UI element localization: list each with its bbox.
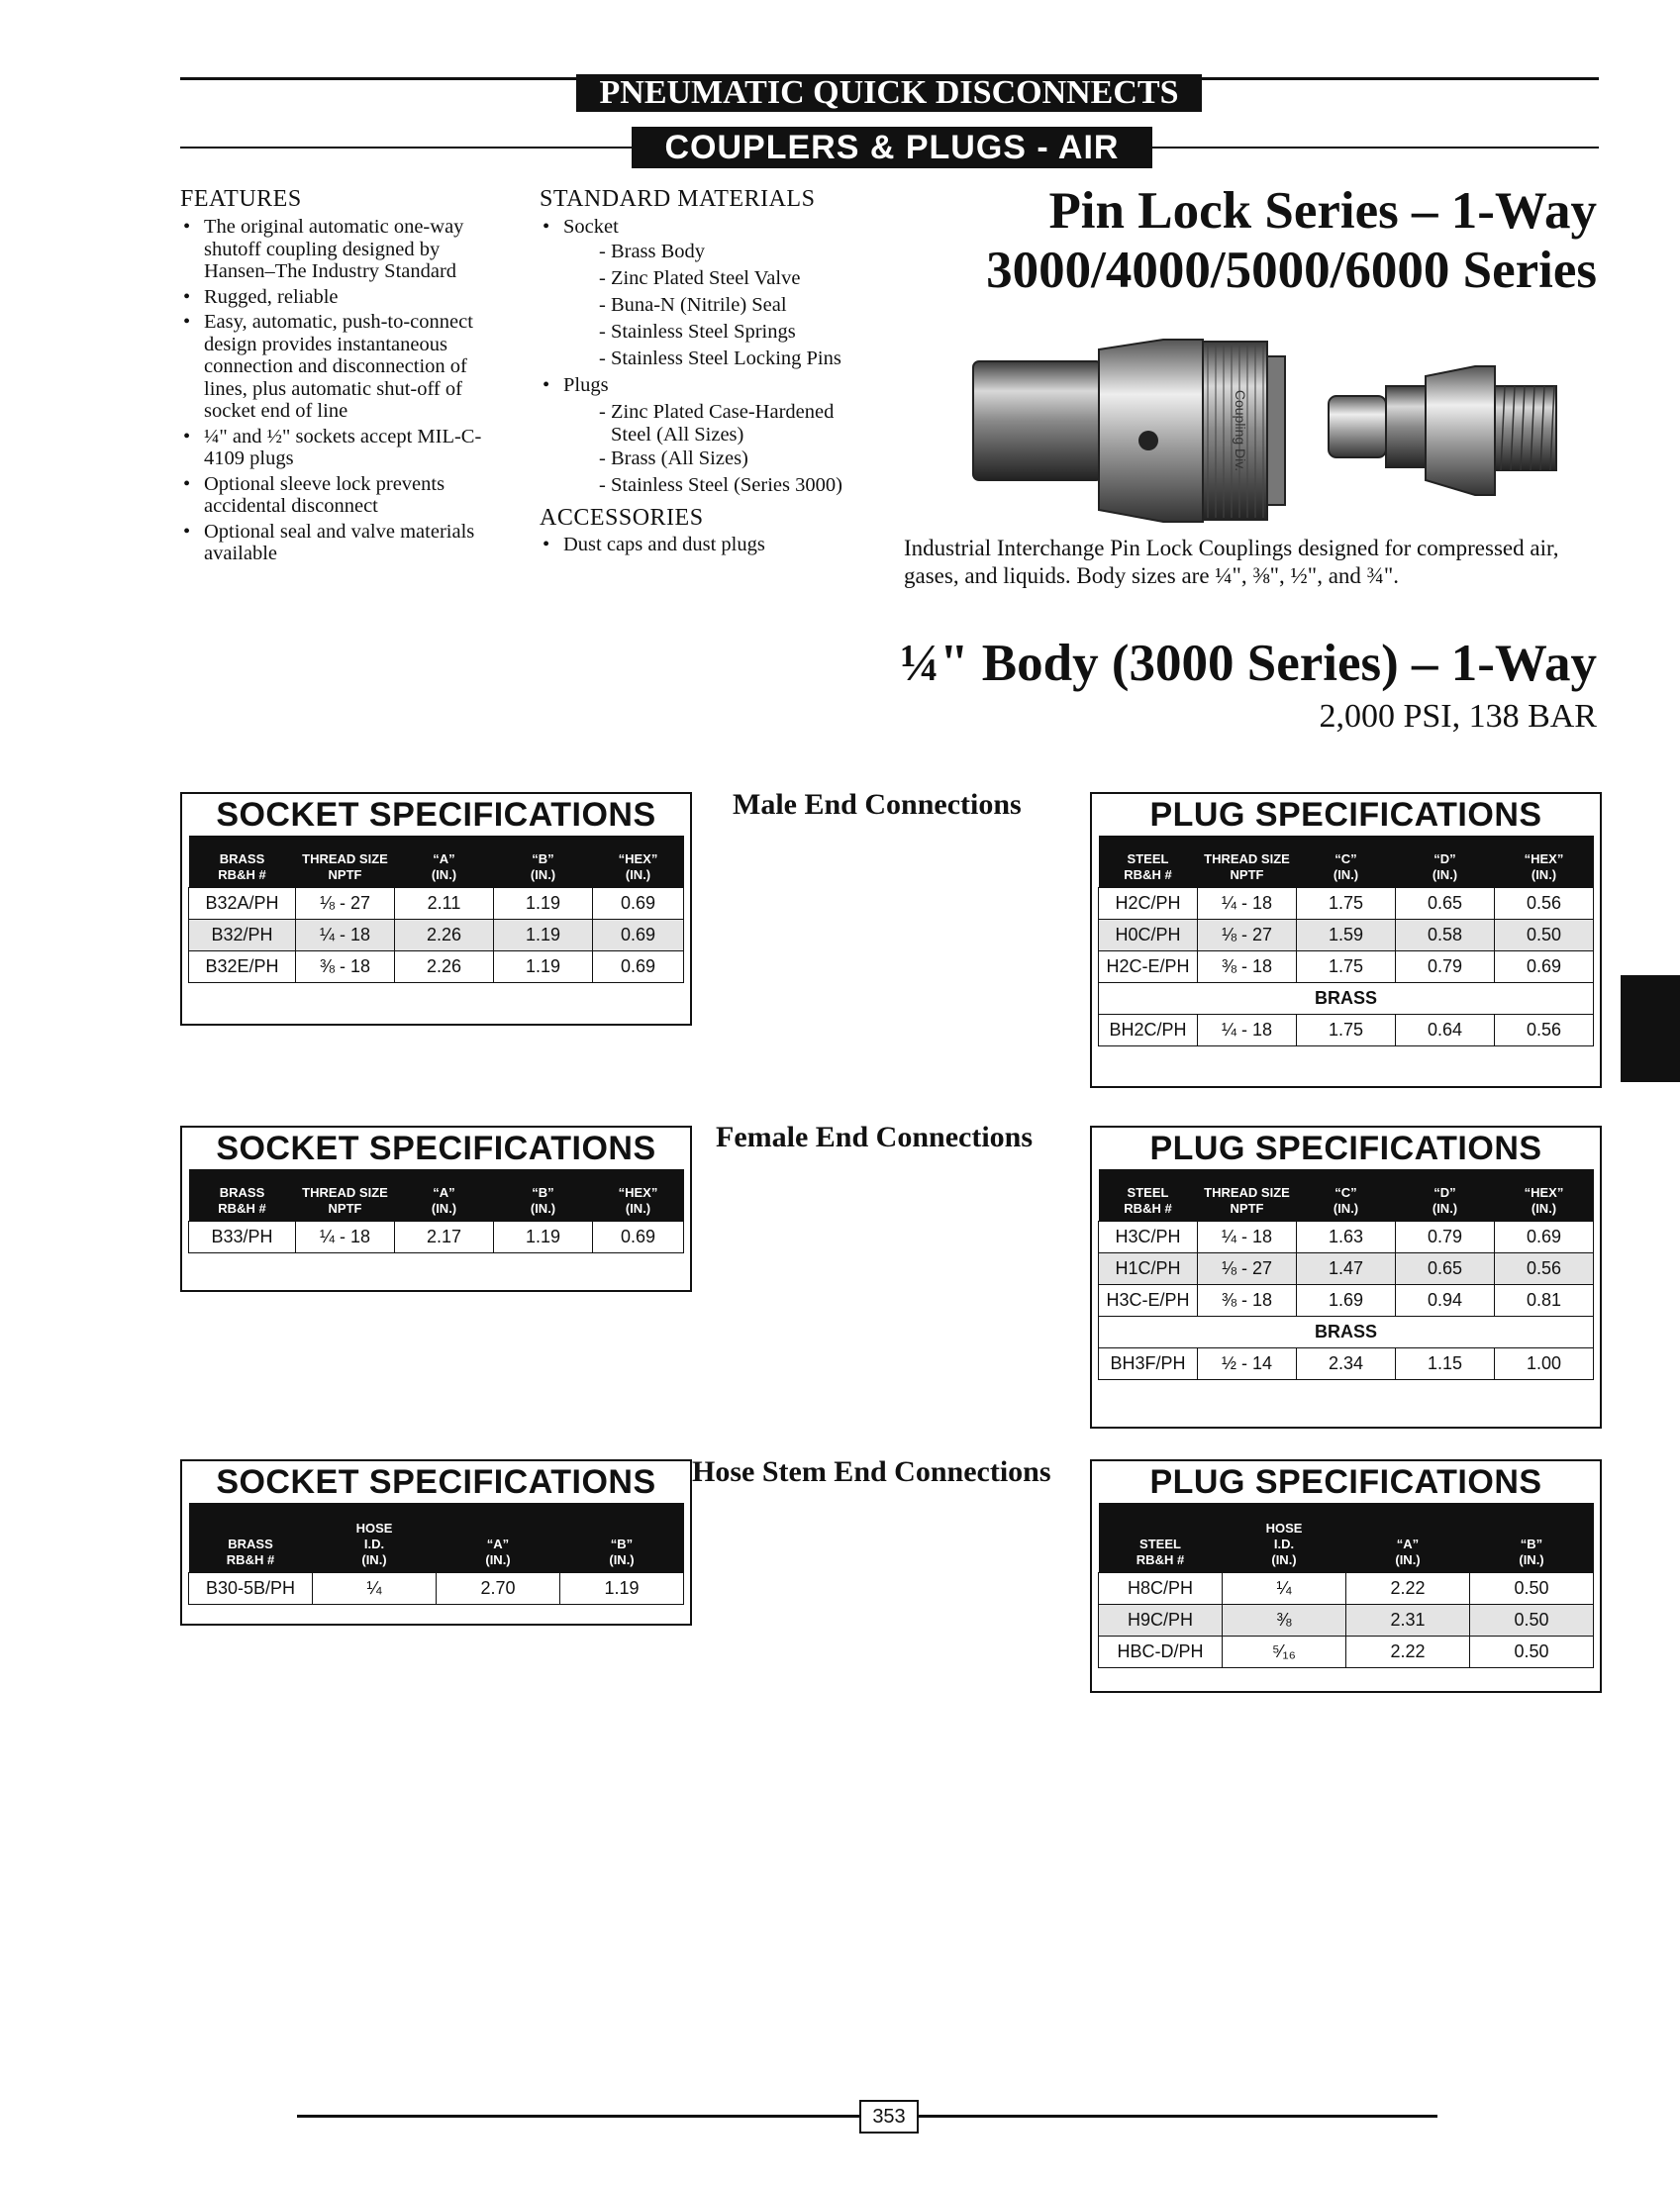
- table-cell: 1.00: [1495, 1347, 1594, 1379]
- table-cell: B32A/PH: [189, 887, 296, 919]
- accessories-heading: ACCESSORIES: [540, 505, 704, 531]
- hose-plug-spec-title: PLUG SPECIFICATIONS: [1149, 1463, 1542, 1501]
- column-header: THREAD SIZE NPTF: [296, 836, 395, 887]
- table-cell: 2.26: [395, 950, 494, 982]
- table-cell: 0.94: [1396, 1284, 1495, 1316]
- material-group-label: BRASS: [1099, 1316, 1594, 1347]
- features-item: • Rugged, reliable: [180, 286, 512, 309]
- table-cell: 0.65: [1396, 887, 1495, 919]
- features-item: • Optional sleeve lock prevents accidental disconnect: [180, 473, 512, 518]
- features-item: • Optional seal and valve materials available: [180, 521, 512, 565]
- materials-block: [540, 186, 876, 559]
- table-cell: ¼ - 18: [1198, 1221, 1297, 1252]
- male-plug-spec-table: [1098, 836, 1594, 1046]
- hose-socket-spec-box: [180, 1459, 692, 1626]
- features-item: • The original automatic one-way shutoff coupling designed by Hansen–The Industry Standard: [180, 216, 512, 283]
- table-cell: 1.15: [1396, 1347, 1495, 1379]
- female-plug-spec-table: [1098, 1169, 1594, 1380]
- table-cell: 2.17: [395, 1221, 494, 1252]
- coupling-illustration: [970, 332, 1564, 530]
- male-socket-spec-title: SOCKET SPECIFICATIONS: [216, 796, 656, 834]
- table-row: [1099, 1347, 1594, 1379]
- column-header: THREAD SIZE NPTF: [296, 1169, 395, 1221]
- table-cell: 2.70: [437, 1572, 560, 1604]
- table-cell: 0.69: [1495, 950, 1594, 982]
- table-cell: B30-5B/PH: [189, 1572, 313, 1604]
- female-socket-spec-title: SOCKET SPECIFICATIONS: [216, 1130, 656, 1167]
- female-plug-spec-box: [1090, 1126, 1602, 1429]
- hose-socket-spec-table: [188, 1503, 684, 1605]
- column-header: “A” (IN.): [395, 1169, 494, 1221]
- column-header: STEEL RB&H #: [1099, 1503, 1223, 1572]
- table-cell: 1.47: [1297, 1252, 1396, 1284]
- table-cell: HBC-D/PH: [1099, 1636, 1223, 1667]
- table-cell: ¼ - 18: [1198, 887, 1297, 919]
- table-row: [189, 919, 684, 950]
- features-item: • Easy, automatic, push-to-connect design provides instantaneous connection and disconnection of lines, plus automatic shut-off of socket end of line: [180, 311, 512, 423]
- table-cell: ¼ - 18: [1198, 1014, 1297, 1045]
- table-cell: 2.26: [395, 919, 494, 950]
- table-row: [189, 1572, 684, 1604]
- table-cell: 0.69: [593, 1221, 684, 1252]
- table-cell: 0.58: [1396, 919, 1495, 950]
- materials-socket-item: - Stainless Steel Locking Pins: [599, 347, 841, 369]
- column-header: “HEX” (IN.): [593, 836, 684, 887]
- table-cell: 1.19: [494, 950, 593, 982]
- table-cell: ⅛ - 27: [296, 887, 395, 919]
- table-cell: 0.79: [1396, 950, 1495, 982]
- table-cell: 0.50: [1470, 1604, 1594, 1636]
- table-cell: 0.69: [593, 950, 684, 982]
- table-cell: ¼: [313, 1572, 437, 1604]
- table-row: [189, 887, 684, 919]
- hose-connections-label: Hose Stem End Connections: [692, 1455, 1051, 1488]
- column-header: “C” (IN.): [1297, 836, 1396, 887]
- table-row: [189, 950, 684, 982]
- table-cell: H2C/PH: [1099, 887, 1198, 919]
- column-header: HOSE I.D. (IN.): [1223, 1503, 1346, 1572]
- materials-plugs-label: • Plugs: [540, 374, 876, 397]
- table-cell: 0.65: [1396, 1252, 1495, 1284]
- column-header: “A” (IN.): [1346, 1503, 1470, 1572]
- table-cell: ⁵⁄₁₆: [1223, 1636, 1346, 1667]
- table-cell: H0C/PH: [1099, 919, 1198, 950]
- table-group-row: [1099, 982, 1594, 1014]
- product-photo: [970, 332, 1564, 530]
- table-row: [1099, 1221, 1594, 1252]
- column-header: BRASS RB&H #: [189, 836, 296, 887]
- table-cell: H9C/PH: [1099, 1604, 1223, 1636]
- accessories-list: [540, 534, 876, 556]
- column-header: “C” (IN.): [1297, 1169, 1396, 1221]
- male-socket-spec-box: [180, 792, 692, 1026]
- product-description: Industrial Interchange Pin Lock Couplings designed for compressed air, gases, and liquids. Body sizes are ¼", ⅜", ½", and ¾".: [904, 536, 1559, 588]
- column-header: STEEL RB&H #: [1099, 1169, 1198, 1221]
- table-cell: ⅜ - 18: [296, 950, 395, 982]
- column-header: HOSE I.D. (IN.): [313, 1503, 437, 1572]
- table-cell: 0.69: [593, 919, 684, 950]
- table-cell: 1.69: [1297, 1284, 1396, 1316]
- table-cell: 1.75: [1297, 1014, 1396, 1045]
- table-cell: 0.69: [593, 887, 684, 919]
- table-cell: 0.50: [1470, 1572, 1594, 1604]
- table-cell: 0.56: [1495, 1252, 1594, 1284]
- column-header: THREAD SIZE NPTF: [1198, 836, 1297, 887]
- column-header: “B” (IN.): [560, 1503, 684, 1572]
- table-cell: ⅛ - 27: [1198, 919, 1297, 950]
- column-header: “HEX” (IN.): [1495, 836, 1594, 887]
- category-banner: COUPLERS & PLUGS - AIR: [632, 127, 1152, 168]
- table-cell: B32E/PH: [189, 950, 296, 982]
- column-header: BRASS RB&H #: [189, 1503, 313, 1572]
- table-cell: 1.19: [494, 887, 593, 919]
- table-cell: 0.79: [1396, 1221, 1495, 1252]
- materials-plugs-item-cont: Steel (All Sizes): [611, 424, 744, 446]
- table-cell: 1.75: [1297, 950, 1396, 982]
- materials-heading: STANDARD MATERIALS: [540, 186, 816, 212]
- table-cell: ⅛ - 27: [1198, 1252, 1297, 1284]
- table-row: [1099, 1604, 1594, 1636]
- column-header: “HEX” (IN.): [593, 1169, 684, 1221]
- pressure-rating: 2,000 PSI, 138 BAR: [1319, 698, 1597, 735]
- column-header: “B” (IN.): [1470, 1503, 1594, 1572]
- column-header: “B” (IN.): [494, 836, 593, 887]
- table-cell: BH2C/PH: [1099, 1014, 1198, 1045]
- hose-socket-spec-title: SOCKET SPECIFICATIONS: [216, 1463, 656, 1501]
- page-number: 353: [859, 2100, 919, 2134]
- table-cell: ½ - 14: [1198, 1347, 1297, 1379]
- column-header: “B” (IN.): [494, 1169, 593, 1221]
- materials-plugs-item: - Stainless Steel (Series 3000): [599, 474, 842, 496]
- materials-socket-item: - Zinc Plated Steel Valve: [599, 266, 801, 289]
- table-row: [1099, 1252, 1594, 1284]
- table-cell: ⅜ - 18: [1198, 950, 1297, 982]
- female-socket-spec-table: [188, 1169, 684, 1253]
- table-row: [1099, 1636, 1594, 1667]
- male-plug-spec-title: PLUG SPECIFICATIONS: [1149, 796, 1542, 834]
- table-cell: 1.19: [494, 919, 593, 950]
- table-cell: 0.50: [1495, 919, 1594, 950]
- table-cell: ¼ - 18: [296, 1221, 395, 1252]
- table-row: [1099, 1572, 1594, 1604]
- features-list: [180, 216, 512, 565]
- table-cell: 0.50: [1470, 1636, 1594, 1667]
- features-item: • ¼" and ½" sockets accept MIL-C-4109 plugs: [180, 426, 512, 470]
- table-group-row: [1099, 1316, 1594, 1347]
- table-cell: B33/PH: [189, 1221, 296, 1252]
- table-cell: 1.63: [1297, 1221, 1396, 1252]
- hose-plug-spec-table: [1098, 1503, 1594, 1668]
- table-cell: BH3F/PH: [1099, 1347, 1198, 1379]
- table-cell: 1.75: [1297, 887, 1396, 919]
- table-cell: ⅜ - 18: [1198, 1284, 1297, 1316]
- materials-socket-item: - Stainless Steel Springs: [599, 320, 796, 343]
- materials-plugs-item: - Zinc Plated Case-Hardened: [599, 401, 835, 423]
- table-cell: 2.31: [1346, 1604, 1470, 1636]
- table-cell: 2.22: [1346, 1572, 1470, 1604]
- table-row: [1099, 887, 1594, 919]
- table-row: [1099, 919, 1594, 950]
- materials-socket-list: [540, 216, 876, 239]
- table-cell: 2.11: [395, 887, 494, 919]
- column-header: “HEX” (IN.): [1495, 1169, 1594, 1221]
- table-cell: H8C/PH: [1099, 1572, 1223, 1604]
- table-row: [1099, 1284, 1594, 1316]
- column-header: “D” (IN.): [1396, 1169, 1495, 1221]
- table-row: [189, 1221, 684, 1252]
- female-plug-spec-title: PLUG SPECIFICATIONS: [1149, 1130, 1542, 1167]
- table-cell: 0.64: [1396, 1014, 1495, 1045]
- materials-socket-label: • Socket: [540, 216, 876, 239]
- male-connections-label: Male End Connections: [733, 788, 1022, 821]
- table-cell: 2.22: [1346, 1636, 1470, 1667]
- table-cell: 0.81: [1495, 1284, 1594, 1316]
- column-header: “A” (IN.): [395, 836, 494, 887]
- column-header: THREAD SIZE NPTF: [1198, 1169, 1297, 1221]
- section-banner: PNEUMATIC QUICK DISCONNECTS: [576, 74, 1202, 112]
- table-cell: H3C/PH: [1099, 1221, 1198, 1252]
- column-header: STEEL RB&H #: [1099, 836, 1198, 887]
- table-row: [1099, 950, 1594, 982]
- table-cell: 0.69: [1495, 1221, 1594, 1252]
- table-cell: H1C/PH: [1099, 1252, 1198, 1284]
- materials-socket-item: - Buna-N (Nitrile) Seal: [599, 293, 787, 316]
- body-size-title: ¼" Body (3000 Series) – 1-Way: [900, 635, 1597, 692]
- table-cell: H2C-E/PH: [1099, 950, 1198, 982]
- table-cell: ¼ - 18: [296, 919, 395, 950]
- table-cell: 0.56: [1495, 887, 1594, 919]
- material-group-label: BRASS: [1099, 982, 1594, 1014]
- features-block: [180, 186, 512, 568]
- materials-plugs-item: - Brass (All Sizes): [599, 447, 748, 469]
- table-cell: ¼: [1223, 1572, 1346, 1604]
- features-heading: FEATURES: [180, 186, 302, 212]
- table-cell: B32/PH: [189, 919, 296, 950]
- table-cell: H3C-E/PH: [1099, 1284, 1198, 1316]
- table-cell: ⅜: [1223, 1604, 1346, 1636]
- section-tab-marker: [1621, 975, 1680, 1082]
- table-cell: 1.59: [1297, 919, 1396, 950]
- table-cell: 0.56: [1495, 1014, 1594, 1045]
- table-cell: 1.19: [494, 1221, 593, 1252]
- female-connections-label: Female End Connections: [716, 1121, 1034, 1153]
- male-plug-spec-box: [1090, 792, 1602, 1088]
- materials-socket-item: - Brass Body: [599, 240, 706, 262]
- materials-plugs-list: [540, 374, 876, 397]
- female-socket-spec-box: [180, 1126, 692, 1292]
- table-row: [1099, 1014, 1594, 1045]
- coupling-marking: Coupling Div.: [1233, 389, 1248, 472]
- column-header: “D” (IN.): [1396, 836, 1495, 887]
- table-cell: 1.19: [560, 1572, 684, 1604]
- accessories-item: • Dust caps and dust plugs: [540, 534, 876, 556]
- column-header: “A” (IN.): [437, 1503, 560, 1572]
- table-cell: 2.34: [1297, 1347, 1396, 1379]
- product-series: 3000/4000/5000/6000 Series: [986, 242, 1597, 299]
- hose-plug-spec-box: [1090, 1459, 1602, 1693]
- column-header: BRASS RB&H #: [189, 1169, 296, 1221]
- male-socket-spec-table: [188, 836, 684, 983]
- product-title: Pin Lock Series – 1-Way: [1048, 182, 1597, 240]
